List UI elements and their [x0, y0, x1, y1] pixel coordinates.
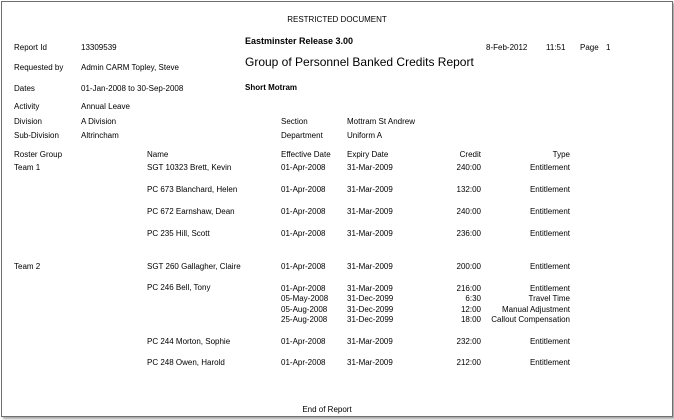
person-name: PC 246 Bell, Tony — [147, 283, 211, 292]
effective-date: 01-Apr-2008 — [281, 163, 326, 172]
person-name: PC 673 Blanchard, Helen — [147, 185, 238, 194]
activity-value: Annual Leave — [81, 102, 130, 111]
page-number: 1 — [606, 43, 611, 52]
group-label: Team 1 — [14, 163, 41, 172]
effective-date: 01-Apr-2008 — [281, 337, 326, 346]
report-id-value: 13309539 — [81, 43, 117, 52]
credit-type: Entitlement — [529, 337, 570, 346]
section-value: Mottram St Andrew — [347, 117, 416, 126]
credit-value: 236:00 — [456, 229, 481, 238]
expiry-date: 31-Mar-2009 — [347, 284, 393, 293]
report-date: 8-Feb-2012 — [486, 43, 528, 52]
col-expiry-date: Expiry Date — [347, 150, 389, 159]
credit-value: 12:00 — [460, 305, 481, 314]
col-effective-date: Effective Date — [281, 150, 331, 159]
expiry-date: 31-Dec-2099 — [347, 294, 394, 303]
sub-division-value: Altrincham — [81, 131, 119, 140]
credit-value: 18:00 — [460, 315, 481, 324]
credit-value: 240:00 — [456, 163, 481, 172]
dates-label: Dates — [14, 84, 35, 93]
credit-type: Entitlement — [529, 358, 570, 367]
credit-type: Entitlement — [529, 163, 570, 172]
report-title: Group of Personnel Banked Credits Report — [245, 55, 474, 69]
credit-type: Entitlement — [529, 284, 570, 293]
credit-value: 132:00 — [456, 185, 481, 194]
credit-value: 212:00 — [456, 358, 481, 367]
effective-date: 01-Apr-2008 — [281, 262, 326, 271]
credit-type: Entitlement — [529, 229, 570, 238]
system-name: Eastminster Release 3.00 — [245, 36, 354, 46]
requested-by-value: Admin CARM Topley, Steve — [81, 63, 179, 72]
group-label: Team 2 — [14, 262, 41, 271]
effective-date: 05-May-2008 — [281, 294, 329, 303]
expiry-date: 31-Mar-2009 — [347, 207, 393, 216]
person-name: PC 244 Morton, Sophie — [147, 337, 231, 346]
expiry-date: 31-Dec-2099 — [347, 315, 394, 324]
expiry-date: 31-Mar-2009 — [347, 163, 393, 172]
credit-value: 232:00 — [456, 337, 481, 346]
col-type: Type — [552, 150, 570, 159]
report-id-label: Report Id — [14, 43, 47, 52]
person-name: PC 672 Earnshaw, Dean — [147, 207, 235, 216]
effective-date: 01-Apr-2008 — [281, 207, 326, 216]
dates-value: 01-Jan-2008 to 30-Sep-2008 — [81, 84, 184, 93]
credit-type: Entitlement — [529, 262, 570, 271]
report-page — [1, 1, 673, 417]
division-value: A Division — [81, 117, 117, 126]
expiry-date: 31-Mar-2009 — [347, 262, 393, 271]
person-name: PC 235 Hill, Scott — [147, 229, 210, 238]
effective-date: 01-Apr-2008 — [281, 229, 326, 238]
credit-type: Travel Time — [528, 294, 570, 303]
credit-value: 216:00 — [456, 284, 481, 293]
col-roster-group: Roster Group — [14, 150, 63, 159]
expiry-date: 31-Mar-2009 — [347, 229, 393, 238]
requested-by-label: Requested by — [14, 63, 64, 72]
restricted-heading: RESTRICTED DOCUMENT — [287, 15, 387, 24]
end-of-report: End of Report — [302, 405, 352, 414]
credit-value: 200:00 — [456, 262, 481, 271]
expiry-date: 31-Dec-2099 — [347, 305, 394, 314]
credit-type: Entitlement — [529, 207, 570, 216]
department-label: Department — [281, 131, 323, 140]
effective-date: 25-Aug-2008 — [281, 315, 328, 324]
expiry-date: 31-Mar-2009 — [347, 358, 393, 367]
person-name: SGT 10323 Brett, Kevin — [147, 163, 232, 172]
location-name: Short Motram — [245, 83, 297, 92]
person-name: SGT 260 Gallagher, Claire — [147, 262, 241, 271]
activity-label: Activity — [14, 102, 40, 111]
col-name: Name — [147, 150, 169, 159]
col-credit: Credit — [459, 150, 481, 159]
credit-value: 6:30 — [465, 294, 481, 303]
credit-value: 240:00 — [456, 207, 481, 216]
effective-date: 01-Apr-2008 — [281, 358, 326, 367]
section-label: Section — [281, 117, 308, 126]
sub-division-label: Sub-Division — [14, 131, 59, 140]
expiry-date: 31-Mar-2009 — [347, 337, 393, 346]
person-name: PC 248 Owen, Harold — [147, 358, 225, 367]
department-value: Uniform A — [347, 131, 383, 140]
effective-date: 01-Apr-2008 — [281, 284, 326, 293]
effective-date: 01-Apr-2008 — [281, 185, 326, 194]
division-label: Division — [14, 117, 43, 126]
credit-type: Entitlement — [529, 185, 570, 194]
report-time: 11:51 — [546, 43, 566, 52]
effective-date: 05-Aug-2008 — [281, 305, 328, 314]
credit-type: Callout Compensation — [491, 315, 570, 324]
credit-type: Manual Adjustment — [501, 305, 570, 314]
expiry-date: 31-Mar-2009 — [347, 185, 393, 194]
page-label: Page — [580, 43, 599, 52]
